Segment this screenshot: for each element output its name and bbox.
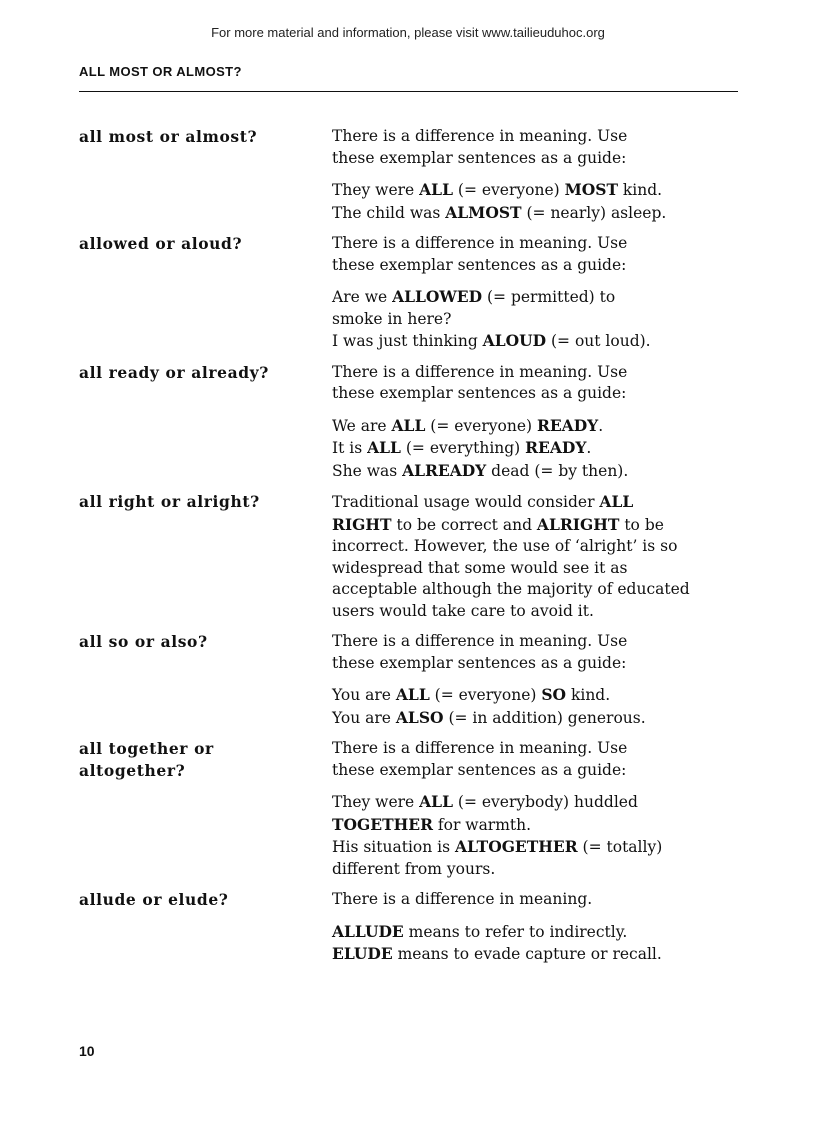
running-head: ALL MOST OR ALMOST? [79, 64, 242, 79]
text-segment: You are [332, 686, 396, 704]
definition-line [332, 707, 749, 730]
definition-line [332, 791, 749, 814]
keyword: ALL [419, 180, 453, 199]
definition-line [332, 255, 749, 277]
keyword: ALRIGHT [536, 514, 620, 534]
text-segment: to be correct and [391, 515, 537, 534]
text-segment: smoke in here? [332, 309, 452, 328]
keyword: ALLUDE [332, 921, 404, 941]
keyword: SO [541, 685, 567, 704]
definition-line [332, 889, 749, 911]
keyword: ALOUD [482, 331, 547, 350]
glossary-entry [79, 889, 749, 966]
text-segment: kind. [566, 686, 611, 704]
keyword: ALMOST [445, 202, 522, 222]
text-segment: (= nearly) asleep. [521, 203, 667, 222]
text-segment: . [586, 439, 592, 457]
keyword: ALL [367, 438, 401, 457]
definition-line [332, 921, 749, 944]
entry-definition [332, 631, 749, 729]
glossary-entry [79, 491, 749, 622]
definition-paragraph [332, 233, 749, 276]
keyword: ALTOGETHER [455, 837, 578, 856]
entry-definition [332, 126, 749, 224]
text-segment: different from yours. [332, 859, 496, 878]
source-note: For more material and information, please visit www.tailieuduhoc.org [211, 25, 605, 40]
text-segment: She was [332, 461, 403, 480]
definition-paragraph [332, 126, 749, 169]
glossary-entry [79, 233, 749, 353]
text-segment: means to refer to indirectly. [403, 922, 628, 941]
definition-line [332, 814, 749, 837]
keyword: ALL [419, 792, 453, 811]
keyword: ALL [599, 492, 634, 511]
text-segment: There is a difference in meaning. Use [332, 739, 628, 757]
text-segment: It is [332, 439, 368, 457]
definition-line [332, 383, 749, 405]
definition-line [332, 514, 749, 537]
text-segment: (= everyone) [425, 416, 537, 435]
text-segment: these exemplar sentences as a guide: [332, 653, 627, 672]
entry-definition [332, 362, 749, 483]
entry-term [79, 126, 332, 224]
entry-definition [332, 233, 749, 353]
text-segment: these exemplar sentences as a guide: [332, 255, 627, 274]
definition-paragraph [332, 362, 749, 405]
text-segment: acceptable although the majority of educated [332, 580, 690, 598]
entry-term-line: all right or alright? [79, 492, 260, 511]
text-segment: There is a difference in meaning. [332, 890, 593, 908]
entry-definition [332, 491, 749, 622]
text-segment: I was just thinking [332, 332, 483, 350]
keyword: READY [536, 415, 599, 435]
header-rule [79, 91, 738, 92]
definition-line [332, 943, 749, 966]
text-segment: these exemplar sentences as a guide: [332, 148, 627, 167]
text-segment: There is a difference in meaning. Use [332, 127, 628, 145]
definition-line [332, 859, 749, 881]
entry-term [79, 362, 332, 483]
definition-paragraph [332, 631, 749, 674]
entry-term-line: all so or also? [79, 632, 208, 651]
text-segment: (= out loud). [546, 332, 651, 350]
text-segment: There is a difference in meaning. Use [332, 362, 628, 381]
keyword: ALLOWED [392, 287, 483, 306]
text-segment: Traditional usage would consider [332, 493, 600, 511]
definition-line [332, 760, 749, 782]
text-segment: these exemplar sentences as a guide: [332, 384, 627, 402]
definition-line [332, 202, 749, 225]
definition-line [332, 437, 749, 460]
text-segment: widespread that some would see it as [332, 558, 628, 577]
text-segment: these exemplar sentences as a guide: [332, 760, 627, 779]
keyword: ALL [391, 415, 426, 435]
glossary-entry [79, 738, 749, 880]
text-segment: They were [332, 793, 420, 811]
definition-line [332, 415, 749, 438]
definition-paragraph [332, 415, 749, 483]
text-segment: dead (= by then). [486, 461, 629, 480]
entry-term [79, 233, 332, 353]
definition-line [332, 362, 749, 384]
text-segment: There is a difference in meaning. Use [332, 632, 628, 650]
text-segment: means to evade capture or recall. [392, 945, 662, 963]
text-segment: (= everything) [400, 439, 526, 457]
definition-line [332, 126, 749, 148]
text-segment: (= permitted) to [482, 288, 616, 306]
definition-line [332, 738, 749, 760]
keyword: ALREADY [402, 460, 487, 480]
entry-term-line: allude or elude? [79, 890, 229, 909]
definition-paragraph [332, 684, 749, 729]
entry-definition [332, 889, 749, 966]
definition-line [332, 179, 749, 202]
entry-term [79, 491, 332, 622]
definition-line [332, 309, 749, 331]
definition-line [332, 330, 749, 353]
keyword: RIGHT [332, 514, 392, 534]
definition-paragraph [332, 791, 749, 880]
keyword: TOGETHER [332, 814, 433, 834]
keyword: READY [525, 438, 587, 457]
definition-line [332, 460, 749, 483]
text-segment: (= totally) [577, 838, 663, 856]
keyword: ALL [395, 685, 430, 704]
definition-line [332, 653, 749, 675]
definition-line [332, 148, 749, 170]
entry-term-line: all ready or already? [79, 362, 269, 382]
text-segment: We are [332, 416, 392, 435]
text-segment: His situation is [332, 838, 455, 856]
entry-term-line: all together or [79, 739, 214, 758]
glossary-entry [79, 362, 749, 483]
entry-term [79, 738, 332, 880]
definition-line [332, 558, 749, 580]
definition-line [332, 536, 749, 558]
definition-line [332, 286, 749, 309]
text-segment: (= everyone) [452, 181, 565, 199]
definition-paragraph [332, 921, 749, 966]
text-segment: There is a difference in meaning. Use [332, 234, 628, 252]
glossary-entry [79, 126, 749, 224]
definition-paragraph [332, 286, 749, 353]
text-segment: (= everybody) huddled [452, 793, 638, 811]
text-segment: You are [332, 708, 396, 727]
text-segment: kind. [617, 181, 663, 199]
definition-paragraph [332, 889, 749, 911]
text-segment: They were [332, 181, 420, 199]
text-segment: for warmth. [432, 815, 532, 834]
definition-line [332, 631, 749, 653]
definition-paragraph [332, 491, 749, 622]
text-segment: . [598, 416, 604, 435]
entry-definition [332, 738, 749, 880]
keyword: ALSO [395, 707, 444, 727]
text-segment: to be [619, 515, 664, 534]
glossary-entries [79, 126, 749, 975]
definition-line [332, 684, 749, 707]
definition-line [332, 601, 749, 623]
entry-term [79, 631, 332, 729]
keyword: MOST [564, 180, 618, 199]
text-segment: users would take care to avoid it. [332, 601, 594, 620]
text-segment: The child was [332, 203, 446, 222]
entry-term-line: allowed or aloud? [79, 234, 243, 253]
entry-term-line: all most or almost? [79, 127, 258, 146]
entry-term [79, 889, 332, 966]
text-segment: Are we [332, 288, 393, 306]
entry-term-line: altogether? [79, 760, 186, 780]
glossary-entry [79, 631, 749, 729]
text-segment: incorrect. However, the use of ‘alright’ is so [332, 537, 678, 555]
text-segment: (= everyone) [429, 686, 542, 704]
definition-line [332, 491, 749, 514]
definition-line [332, 233, 749, 255]
page-number: 10 [79, 1043, 95, 1059]
text-segment: (= in addition) generous. [443, 708, 646, 727]
definition-line [332, 836, 749, 859]
keyword: ELUDE [332, 944, 393, 963]
definition-line [332, 579, 749, 601]
definition-paragraph [332, 179, 749, 224]
definition-paragraph [332, 738, 749, 781]
